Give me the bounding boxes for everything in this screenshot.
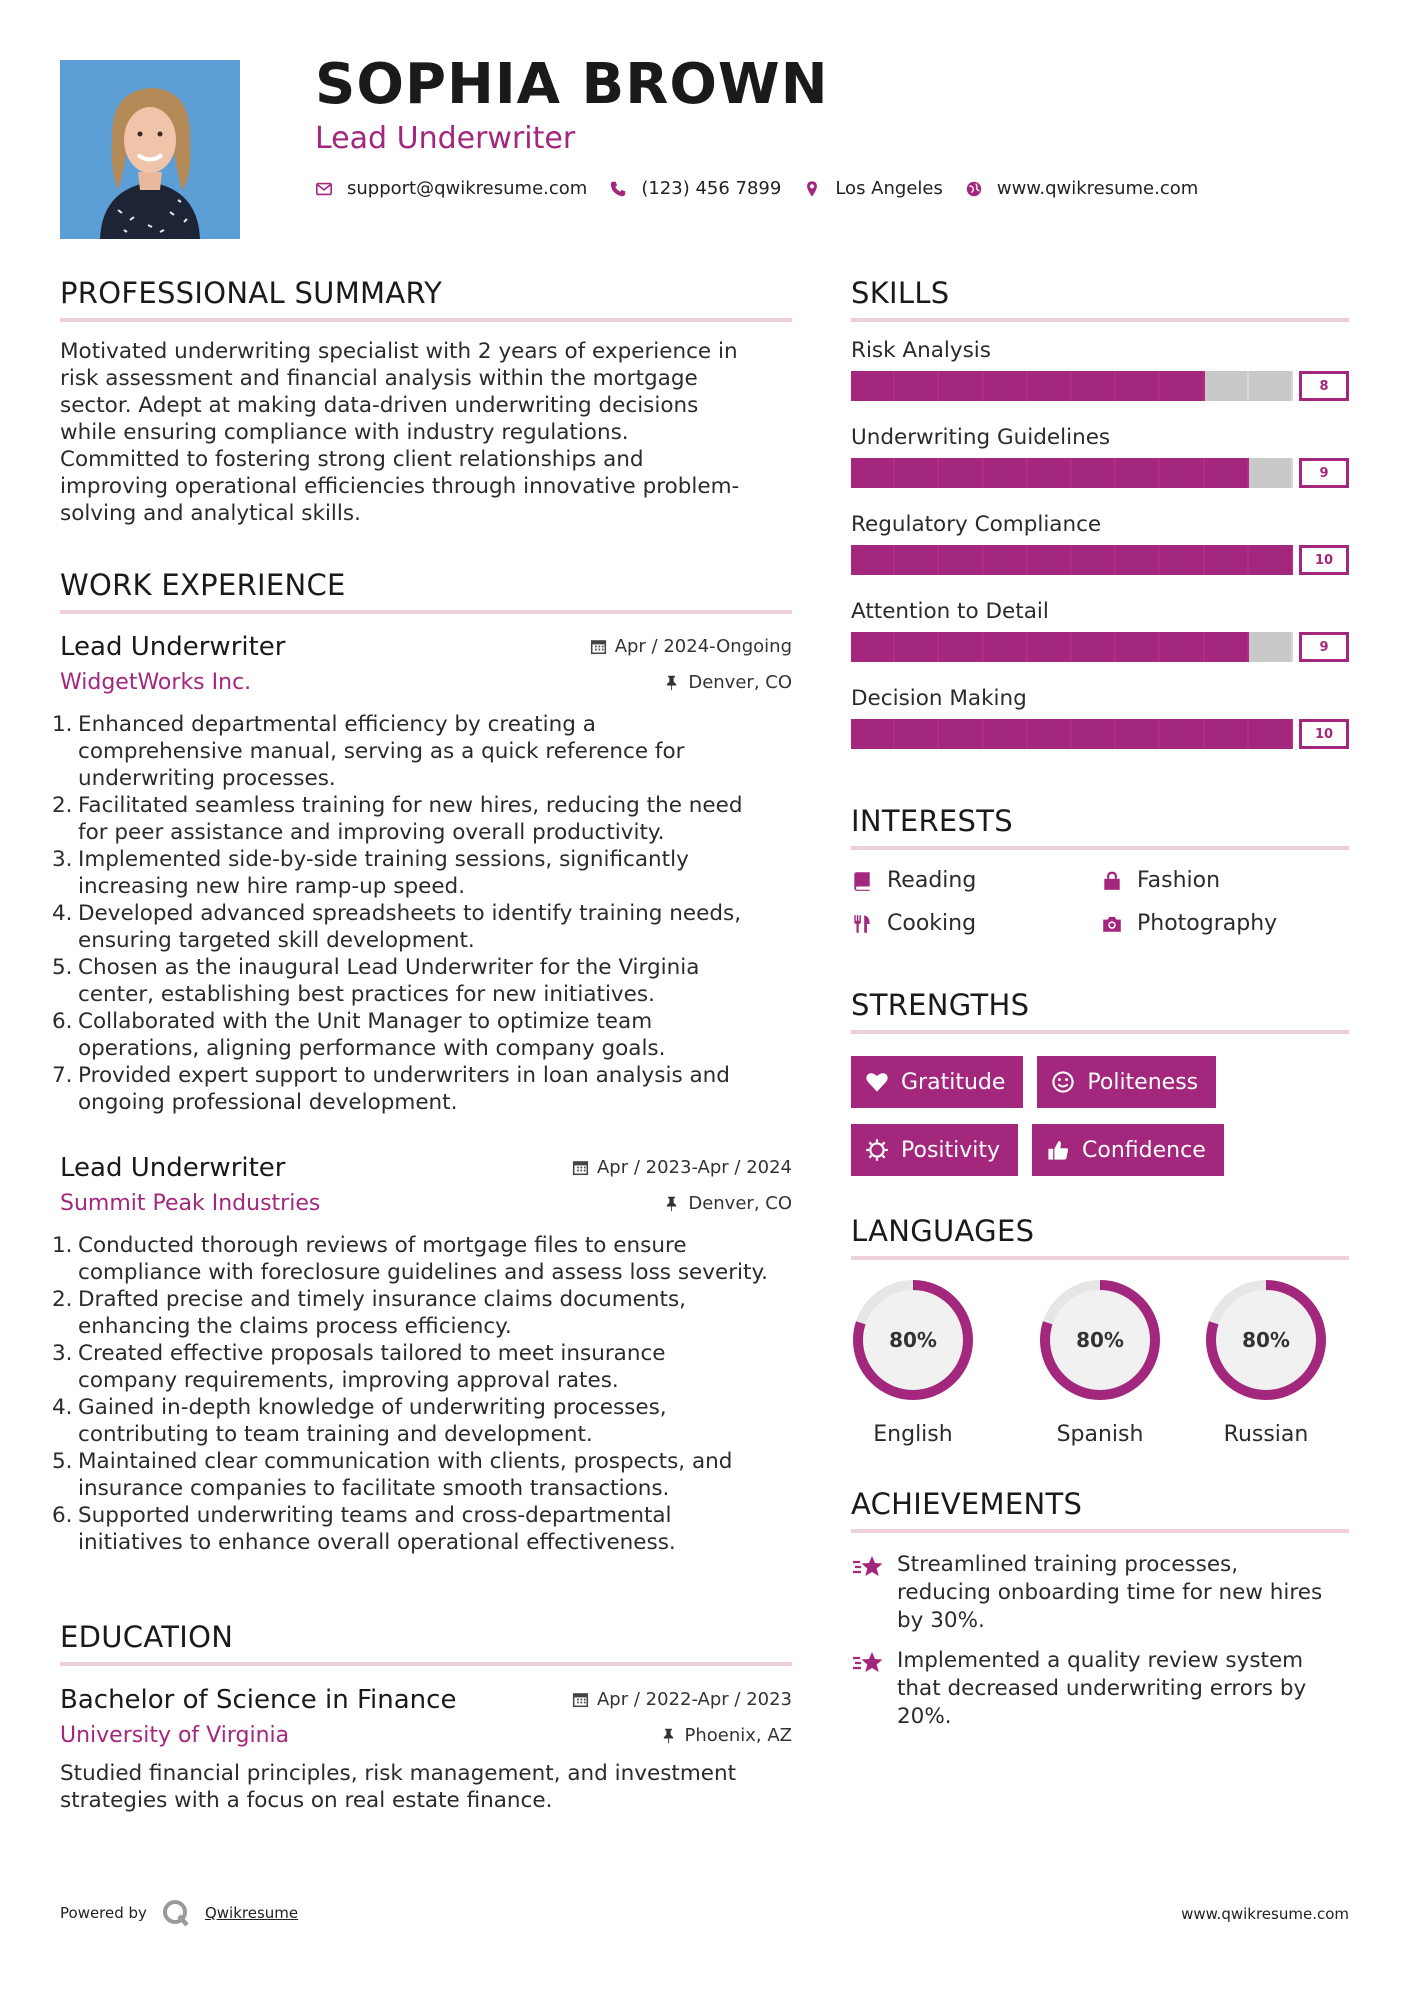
list-item: 5. Maintained clear communication with clients, prospects, and insurance companies to facilitate smooth transactions. [52,1449,733,1501]
education-description [60,1760,792,1814]
skill-bar-segment [1028,458,1072,488]
list-item: 6. Supported underwriting teams and cross-departmental initiatives to enhance overall operational effectiveness. [52,1503,676,1555]
heart-icon [865,1070,889,1094]
skill-bar-segment [939,371,983,401]
skill-bar-segment [1072,458,1116,488]
job-date [590,636,792,657]
globe-icon [965,180,983,198]
summary-line: Motivated underwriting specialist with 2 years of experience in [60,339,738,364]
strength-label: Positivity [901,1137,1001,1163]
skill-bar-segment [984,458,1028,488]
skill-bar-segment [1249,719,1293,749]
interest-label: Reading [887,868,977,893]
skill-bar [851,632,1349,662]
languages-section [851,1214,1349,1447]
contact-location-text: Los Angeles [835,178,943,199]
interest-label: Fashion [1137,868,1221,893]
job-location [663,1193,792,1214]
achievements-list [851,1551,1349,1731]
skill-bar-segment [984,371,1028,401]
languages-list [851,1278,1349,1447]
shooting-star-icon [851,1553,885,1581]
skill-bar-segment [1116,632,1160,662]
school-name: University of Virginia [60,1723,290,1748]
company-name: WidgetWorks Inc. [60,670,252,695]
skill-bar-segment [851,545,895,575]
interest-label: Photography [1137,911,1278,936]
language-progress-ring [851,1278,975,1402]
job-date-text: Apr / 2023-Apr / 2024 [596,1157,792,1178]
list-item: 5. Chosen as the inaugural Lead Underwriter for the Virginia center, establishing best practices for new initiatives. [52,955,700,1007]
skill-bar-segment [1028,632,1072,662]
skill-bar-segment [895,719,939,749]
achievements-section [851,1487,1349,1743]
company-name: Summit Peak Industries [60,1191,321,1216]
job-entry [52,632,792,1116]
job-duties-list [52,711,792,1116]
skill-bar-segment [851,371,895,401]
section-divider [60,1662,792,1666]
skill-bar-segment [851,719,895,749]
thumbs-up-icon [1046,1138,1070,1162]
calendar-icon [572,1691,589,1708]
pushpin-icon [663,1195,680,1212]
skill-level-badge: 9 [1299,632,1349,662]
skill-bar-segment [1205,458,1249,488]
section-divider [851,318,1349,322]
interest-item [851,911,1101,936]
calendar-icon [590,638,607,655]
achievement-text: Streamlined training processes, reducing onboarding time for new hires by 30%. [897,1552,1323,1633]
shopping-bag-icon [1101,870,1123,892]
summary-text [60,338,792,527]
strengths-heading: STRENGTHS [851,988,1030,1022]
skill-bar-segment [895,458,939,488]
job-role: Lead Underwriter [60,632,286,662]
section-divider [851,1529,1349,1533]
education-date [572,1689,792,1710]
skill-bar [851,371,1349,401]
utensils-icon [851,913,873,935]
skill-name: Decision Making [851,686,1027,711]
skill-bar-segment [1205,371,1249,401]
list-item: 3. Implemented side-by-side training sessions, significantly increasing new hire ramp-up speed. [52,847,689,899]
section-divider [851,846,1349,850]
strength-badge [1032,1124,1224,1176]
skill-bar-segment [1249,545,1293,575]
contact-location [803,178,943,199]
skill-bar-segment [1028,719,1072,749]
interest-label: Cooking [887,911,977,936]
phone-icon [609,180,627,198]
strength-label: Politeness [1087,1069,1199,1095]
skills-heading: SKILLS [851,276,950,310]
strength-badge [851,1124,1018,1176]
list-item: 1. Conducted thorough reviews of mortgage files to ensure compliance with foreclosure guidelines and assess loss severity. [52,1233,768,1285]
list-item: 7. Provided expert support to underwriters in loan analysis and ongoing professional development. [52,1063,730,1115]
list-item: 6. Collaborated with the Unit Manager to optimize team operations, aligning performance with company goals. [52,1009,666,1061]
contact-phone[interactable] [609,178,781,199]
calendar-icon [572,1159,589,1176]
skill-level-badge: 8 [1299,371,1349,401]
skill-bar-segment [1249,458,1293,488]
job-location [663,672,792,693]
skill-bar-segment [1116,458,1160,488]
skill-bar-segment [895,545,939,575]
list-item: 2. Facilitated seamless training for new hires, reducing the need for peer assistance and improving overall productivity. [52,793,743,845]
section-divider [851,1030,1349,1034]
language-percent: 80% [889,1328,937,1352]
skill-bar-segment [1160,719,1204,749]
language-item [1183,1278,1349,1447]
footer-website[interactable]: www.qwikresume.com [1181,1905,1349,1923]
interests-list [851,868,1349,936]
summary-line: risk assessment and financial analysis within the mortgage [60,366,698,391]
skill-bar-segment [851,632,895,662]
summary-line: Committed to fostering strong client relationships and [60,447,644,472]
qwikresume-link[interactable]: Qwikresume [204,1904,299,1922]
skill-bar-segment [984,632,1028,662]
language-name: Spanish [1056,1422,1144,1447]
skill-level-badge: 10 [1299,719,1349,749]
skill-bar-segment [1072,719,1116,749]
strength-badge [1037,1056,1216,1108]
skill-item [851,338,1349,425]
powered-by-text: Powered by [60,1904,147,1922]
profile-photo [60,60,240,239]
job-entry [52,1153,792,1556]
skill-bar-segment [939,719,983,749]
job-location-text: Denver, CO [688,1193,792,1214]
skill-bar-segment [1072,632,1116,662]
skill-bar-segment [1116,719,1160,749]
skill-name: Risk Analysis [851,338,991,363]
job-date-text: Apr / 2024-Ongoing [614,636,792,657]
education-entry [60,1685,792,1814]
skill-bar-segment [984,545,1028,575]
achievement-item [851,1551,1349,1635]
pushpin-icon [660,1727,677,1744]
language-item [851,1278,1017,1447]
profile-photo-illustration [60,60,240,239]
list-item: 3. Created effective proposals tailored to meet insurance company requirements, improving approval rates. [52,1341,666,1393]
skills-list [851,338,1349,773]
strengths-list [851,1056,1349,1192]
skill-bar-segment [895,632,939,662]
skills-section [851,276,1349,773]
skill-bar-segment [939,545,983,575]
skill-bar-segment [1205,719,1249,749]
skill-bar-segment [939,458,983,488]
skill-bar-segment [1160,371,1204,401]
skill-bar-segment [1249,371,1293,401]
skill-item [851,686,1349,773]
skill-bar-segment [939,632,983,662]
strength-label: Confidence [1082,1137,1206,1163]
candidate-title: Lead Underwriter [315,121,576,156]
achievement-item [851,1647,1349,1731]
skill-bar-segment [1160,632,1204,662]
smile-icon [1051,1070,1075,1094]
contact-bar [315,178,1220,199]
language-percent: 80% [1242,1328,1290,1352]
skill-bar-segment [1205,545,1249,575]
language-percent: 80% [1076,1328,1124,1352]
language-progress-ring [1204,1278,1328,1402]
experience-section-header [60,568,792,614]
list-item: 4. Gained in-depth knowledge of underwriting processes, contributing to team training and development. [52,1395,667,1447]
contact-website[interactable] [965,178,1198,199]
skill-bar-segment [1028,545,1072,575]
skill-name: Attention to Detail [851,599,1049,624]
education-date-text: Apr / 2022-Apr / 2023 [596,1689,792,1710]
skill-bar-segment [984,719,1028,749]
summary-line: solving and analytical skills. [60,501,361,526]
job-duties-list [52,1232,792,1556]
skill-item [851,599,1349,686]
skill-bar-segment [851,458,895,488]
book-icon [851,870,873,892]
education-section [60,1620,792,1666]
shooting-star-icon [851,1649,885,1677]
list-item: 4. Developed advanced spreadsheets to identify training needs, ensuring targeted skill development. [52,901,742,953]
education-location [660,1725,793,1746]
contact-email-text: support@qwikresume.com [347,178,588,199]
skill-bar-segment [1160,458,1204,488]
skill-bar-segment [1249,632,1293,662]
section-divider [60,318,792,322]
skill-item [851,425,1349,512]
skill-bar-segment [1116,545,1160,575]
map-pin-icon [803,180,821,198]
interest-item [1101,911,1349,936]
language-name: Russian [1223,1422,1309,1447]
section-divider [60,610,792,614]
interest-item [1101,868,1349,893]
skill-bar-segment [1205,632,1249,662]
summary-line: sector. Adept at making data-driven underwriting decisions [60,393,699,418]
pushpin-icon [663,674,680,691]
skill-name: Regulatory Compliance [851,512,1102,537]
summary-heading: PROFESSIONAL SUMMARY [60,276,443,310]
contact-email[interactable] [315,178,587,199]
list-item: 2. Drafted precise and timely insurance claims documents, enhancing the claims process efficiency. [52,1287,686,1339]
language-item [1017,1278,1183,1447]
envelope-icon [315,180,333,198]
skill-bar-segment [1160,545,1204,575]
languages-heading: LANGUAGES [851,1214,1035,1248]
skill-level-badge: 10 [1299,545,1349,575]
strengths-section [851,988,1349,1192]
section-divider [851,1256,1349,1260]
candidate-name: SOPHIA BROWN [315,52,829,117]
job-role: Lead Underwriter [60,1153,286,1183]
list-item: 1. Enhanced departmental efficiency by creating a comprehensive manual, serving as a quick reference for underwriting processes. [52,712,685,791]
skill-bar-segment [1028,371,1072,401]
language-name: English [873,1422,953,1447]
skill-level-badge: 9 [1299,458,1349,488]
footer-powered-by [60,1898,298,1928]
education-location-text: Phoenix, AZ [684,1725,792,1746]
job-date [572,1157,792,1178]
contact-phone-text: (123) 456 7899 [641,178,782,199]
interest-item [851,868,1101,893]
achievement-text: Implemented a quality review system that decreased underwriting errors by 20%. [897,1648,1307,1729]
skill-bar-segment [895,371,939,401]
skill-bar-segment [1072,545,1116,575]
sun-icon [865,1138,889,1162]
degree-name: Bachelor of Science in Finance [60,1685,457,1715]
summary-line: while ensuring compliance with industry regulations. [60,420,629,445]
skill-item [851,512,1349,599]
education-line: strategies with a focus on real estate finance. [60,1788,553,1813]
summary-line: improving operational efficiencies through innovative problem- [60,474,740,499]
summary-section [60,276,792,527]
contact-website-text: www.qwikresume.com [996,178,1199,199]
qwikresume-logo-icon [161,1898,191,1928]
skill-bar [851,545,1349,575]
strength-label: Gratitude [901,1069,1006,1095]
skill-bar-segment [1116,371,1160,401]
skill-bar [851,458,1349,488]
skill-bar [851,719,1349,749]
camera-icon [1101,913,1123,935]
job-location-text: Denver, CO [688,672,792,693]
interests-heading: INTERESTS [851,804,1013,838]
education-heading: EDUCATION [60,1620,234,1654]
language-progress-ring [1038,1278,1162,1402]
skill-name: Underwriting Guidelines [851,425,1111,450]
interests-section [851,804,1349,936]
skill-bar-segment [1072,371,1116,401]
strength-badge [851,1056,1023,1108]
achievements-heading: ACHIEVEMENTS [851,1487,1083,1521]
education-line: Studied financial principles, risk management, and investment [60,1761,737,1786]
experience-heading: WORK EXPERIENCE [60,568,346,602]
